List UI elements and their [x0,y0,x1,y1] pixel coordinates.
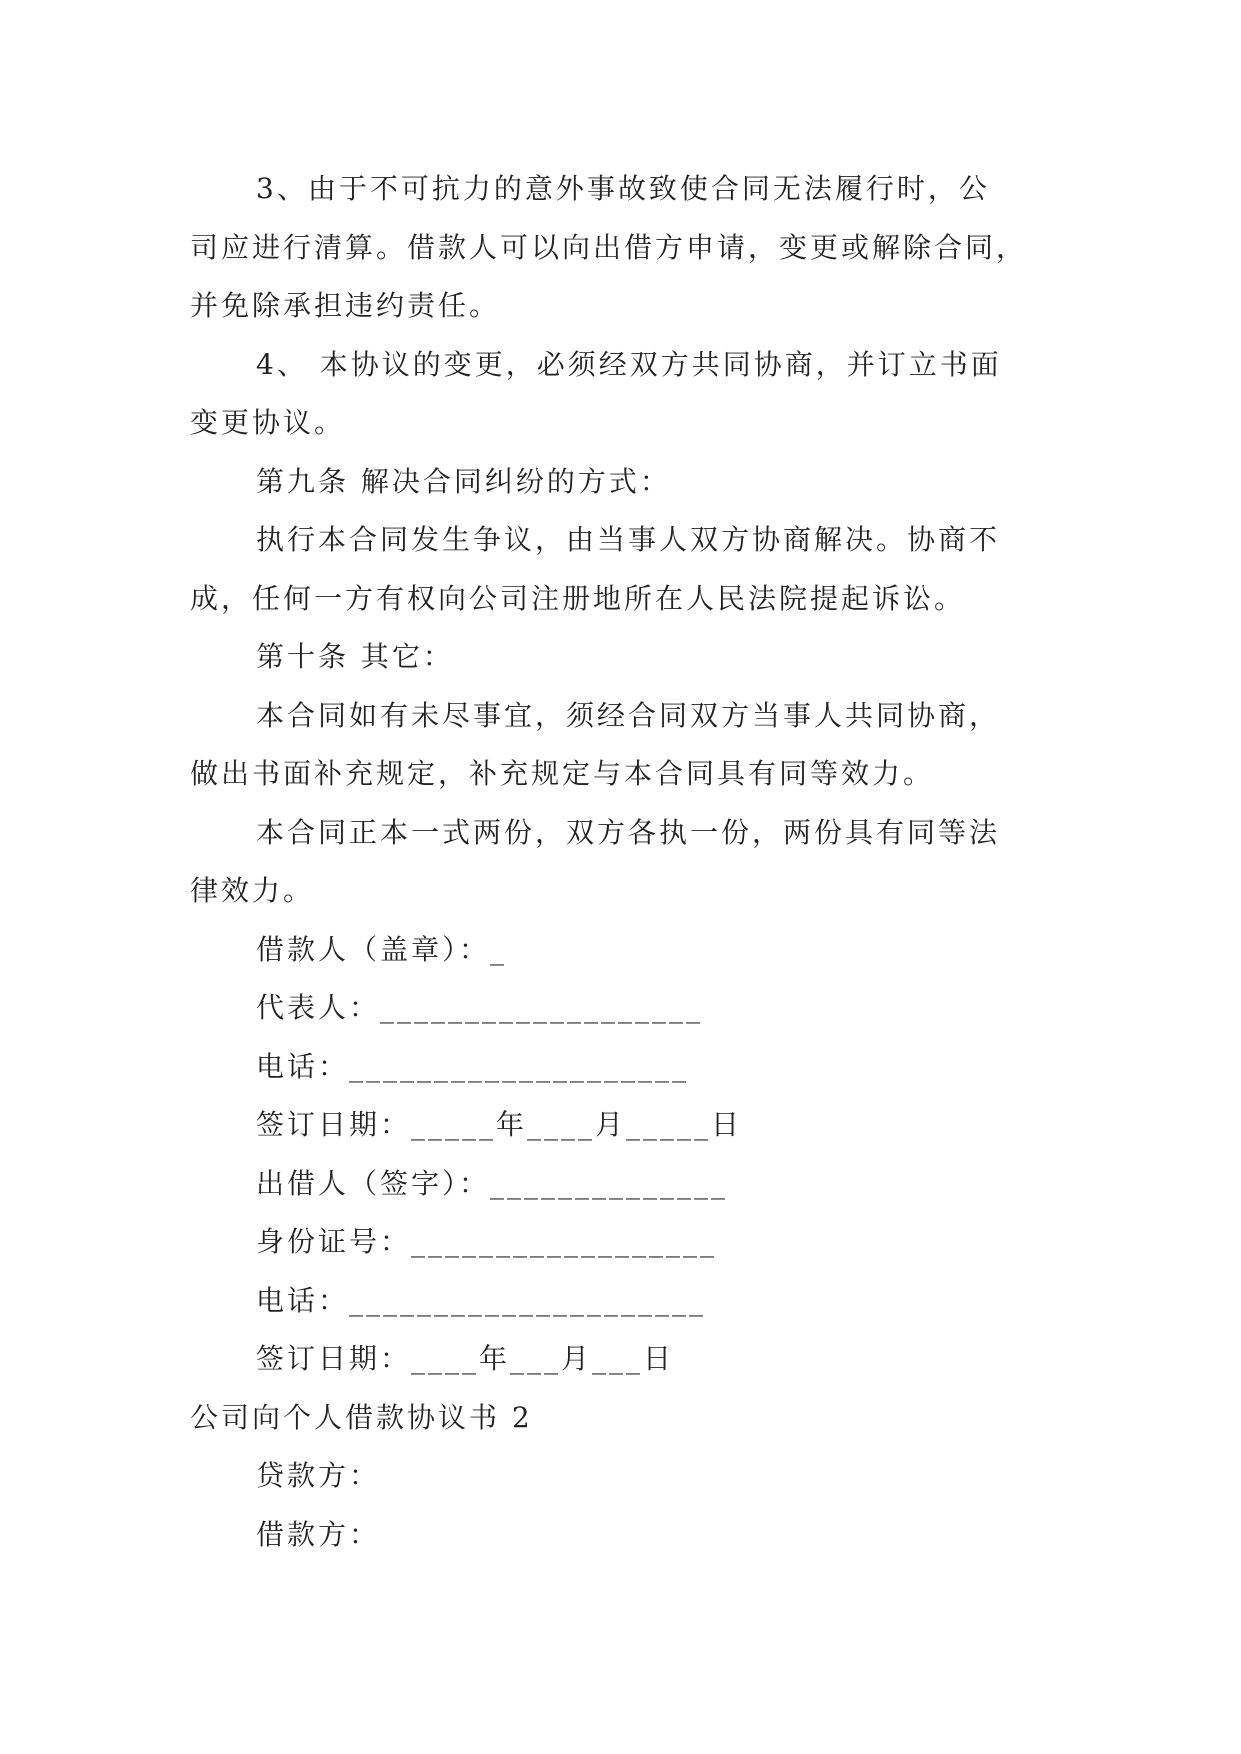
clause-8-4 [190,336,1060,453]
text-line: 成，任何一方有权向公司注册地所在人民法院提起诉讼。 [190,581,966,615]
text-line: 变更协议。 [190,406,346,439]
text-line: 做出书面补充规定，补充规定与本合同具有同等效力。 [190,757,935,790]
phone-field: 电话：____________________ [256,1049,690,1083]
article-10-body-2 [190,804,1060,921]
agreement-title: 公司向个人借款协议书 2 [190,1400,533,1434]
article-9-body [190,511,1060,628]
article-9-heading [190,453,1060,512]
text-line: 执行本合同发生争议，由当事人双方协商解决。协商不 [256,523,1001,556]
text-line: 司应进行清算。借款人可以向出借方申请，变更或解除合同， [190,230,1028,264]
text-line: 并免除承担违约责任。 [190,289,501,322]
text-line: 本合同如有未尽事宜，须经合同双方当事人共同协商， [256,698,1001,732]
signing-date-field: 签订日期：_____年____月_____日 [256,1108,743,1141]
second-agreement [190,1389,1060,1565]
clause-8-3 [190,160,1060,336]
text-line: 律效力。 [190,874,315,907]
text-line: 本合同正本一式两份，双方各执一份，两份具有同等法 [256,815,1001,849]
borrower-seal-field: 借款人（盖章）：_ [256,932,508,966]
phone-field: 电话：_____________________ [256,1283,707,1317]
text-line: 3、由于不可抗力的意外事故致使合同无法履行时，公 [256,172,990,205]
signing-date-field: 签订日期：____年___月___日 [256,1342,675,1375]
lender-party-label: 贷款方： [256,1459,381,1492]
representative-field: 代表人：___________________ [256,991,704,1024]
text-line: 4、 本协议的变更，必须经双方共同协商，并订立书面 [256,347,1002,381]
document-body [190,160,1060,1564]
id-number-field: 身份证号：__________________ [256,1225,718,1258]
lender-signature-field: 出借人（签字）：______________ [256,1166,729,1200]
section-heading: 第九条 解决合同纠纷的方式： [256,464,671,498]
borrower-party-label: 借款方： [256,1517,381,1551]
section-heading: 第十条 其它： [256,640,454,673]
article-10-heading [190,628,1060,687]
signature-block [190,921,1060,1389]
article-10-body-1 [190,687,1060,804]
